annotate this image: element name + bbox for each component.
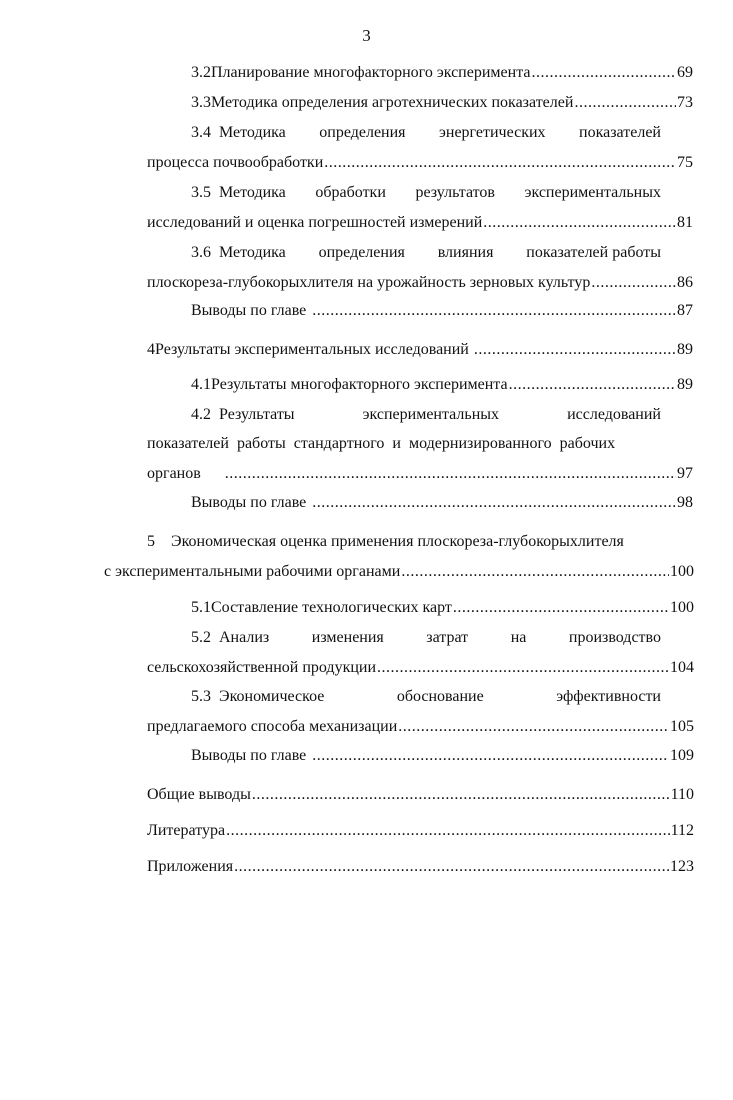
toc-entry-ch5-conclusions [191,745,694,767]
title-word: производство [568,629,661,646]
toc-entry-5-1 [191,597,694,619]
toc-entry-3-3 [191,92,693,114]
title-word: изменения [311,629,384,646]
page-ref: 97 [677,465,693,482]
toc-literature [147,820,694,842]
leader-dots [324,152,676,174]
title-word: влияния [437,244,494,261]
section-number: 5.3 Экономическое [191,688,325,705]
section-title-cont: исследований и оценка погрешностей измерений [147,214,483,231]
title-word: обработки [315,184,386,201]
leader-dots [226,820,670,842]
section-title: Выводы по главе [191,302,307,319]
section-number: 3.3 [191,94,211,111]
page-ref: 98 [677,494,693,511]
page-ref: 73 [677,94,693,111]
leader-dots [377,657,669,679]
toc-entry-ch4-conclusions [191,492,693,514]
page-ref: 89 [677,341,693,358]
toc-entry-4-1 [191,374,693,396]
toc-chapter-5-line1 [147,531,667,553]
toc-entry-3-6-line1 [191,242,661,264]
leader-dots [591,272,676,294]
toc-entry-5-2-line1 [191,627,661,649]
section-title: Общие выводы [147,786,251,803]
section-title: Литература [147,822,226,839]
page-ref: 100 [670,563,694,580]
title-word: экспериментальных [524,184,661,201]
section-title-cont: сельскохозяйственной продукции [147,659,377,676]
toc-entry-3-6-line2 [147,272,693,294]
leader-dots [574,92,676,114]
toc-entry-5-3-line2 [147,716,694,738]
title-word: энергетических [439,124,546,141]
section-title-cont: процесса почвообработки [147,154,324,171]
page-ref: 100 [670,599,694,616]
toc-entry-3-5-line1 [191,182,661,204]
toc-chapter-5-line2 [104,561,694,583]
chapter-title: Результаты экспериментальных исследований [155,341,469,358]
leader-dots [401,561,669,583]
section-title-cont: органов [147,465,201,482]
section-title-cont: показателей работы стандартного и модернизированного рабочих [147,435,616,452]
title-word: показателей работы [526,244,661,261]
leader-dots [453,597,669,619]
toc-entry-3-5-line2 [147,212,693,234]
section-title-cont: плоскореза-глубокорыхлителя на урожайность зерновых культур [147,274,591,291]
leader-dots [234,856,669,878]
toc-entry-4-2-line2 [147,433,661,455]
title-word: показателей [579,124,661,141]
leader-dots [312,492,676,514]
page-ref: 112 [670,822,694,839]
toc-entry-3-2 [191,62,693,84]
section-number: 4.1 [191,376,211,393]
page-ref: 105 [670,718,694,735]
section-title: Методика определения агротехнических показателей [211,94,574,111]
leader-dots [474,339,676,361]
section-number: 3.6 Методика [191,244,286,261]
toc-entry-4-2-line3 [147,463,693,485]
title-word: затрат [426,629,469,646]
leader-dots [398,716,669,738]
title-word: определения [318,244,405,261]
leader-dots [509,374,676,396]
section-title: Составление технологических карт [211,599,452,616]
page-ref: 87 [677,302,693,319]
page-number: 3 [362,26,371,45]
toc-entry-ch3-conclusions [191,300,693,322]
leader-dots [312,745,669,767]
title-word: на [510,629,527,646]
toc-general-conclusions [147,784,694,806]
toc-entry-3-4-line1 [191,122,661,144]
title-word: экспериментальных [362,406,500,423]
page-ref: 110 [670,786,694,803]
page-ref: 89 [677,376,693,393]
chapter-number: 5 [147,533,155,550]
leader-dots [252,784,670,806]
chapter-title-cont: с экспериментальными рабочими органами [104,563,401,580]
chapter-number: 4 [147,341,155,358]
section-title-cont: предлагаемого способа механизации [147,718,398,735]
section-number: 3.5 Методика [191,184,286,201]
chapter-title: Экономическая оценка применения плоскореза-глубокорыхлителя [171,533,624,550]
page-ref: 86 [677,274,693,291]
section-title: Выводы по главе [191,494,307,511]
page-ref: 69 [677,64,693,81]
section-number: 5.2 Анализ [191,629,270,646]
toc-chapter-4 [147,339,693,361]
leader-dots [531,62,676,84]
toc-entry-5-2-line2 [147,657,694,679]
toc-entry-5-3-line1 [191,686,661,708]
section-title: Результаты многофакторного эксперимента [211,376,508,393]
section-title: Выводы по главе [191,747,307,764]
leader-dots [225,463,676,485]
toc-appendices [147,856,694,878]
title-word: обоснование [396,688,484,705]
section-number: 4.2 Результаты [191,406,295,423]
page-ref: 104 [670,659,694,676]
section-number: 3.4 Методика [191,124,286,141]
toc-entry-3-4-line2 [147,152,693,174]
page-ref: 109 [670,747,694,764]
title-word: определения [319,124,406,141]
page-ref: 81 [677,214,693,231]
title-word: результатов [415,184,495,201]
page-ref: 75 [677,154,693,171]
leader-dots [312,300,676,322]
page-ref: 123 [670,858,694,875]
section-number: 5.1 [191,599,211,616]
leader-dots [483,212,676,234]
section-title: Приложения [147,858,234,875]
section-number: 3.2 [191,64,211,81]
title-word: эффективности [556,688,661,705]
toc-entry-4-2-line1 [191,404,661,426]
section-title: Планирование многофакторного эксперимента [211,64,531,81]
title-word: исследований [567,406,661,423]
